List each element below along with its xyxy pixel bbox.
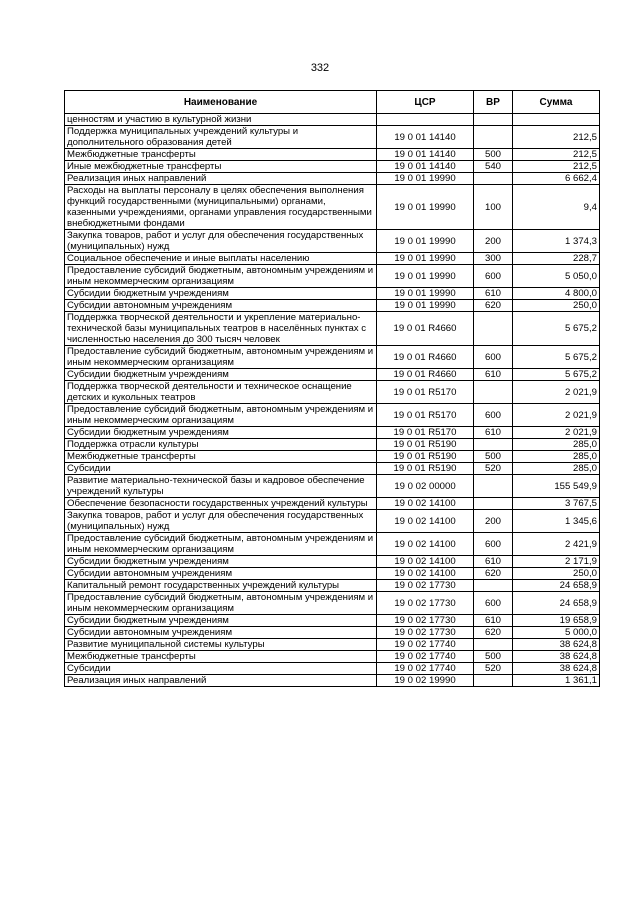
- row-vr: [474, 381, 513, 404]
- table-row: [65, 627, 600, 639]
- row-sum: 1 345,6: [513, 510, 600, 533]
- table-row: [65, 265, 600, 288]
- table-row: [65, 126, 600, 149]
- row-sum: 1 374,3: [513, 230, 600, 253]
- row-name: Межбюджетные трансферты: [65, 451, 377, 463]
- row-name: Субсидии: [65, 463, 377, 475]
- row-csr: 19 0 02 14100: [377, 556, 474, 568]
- row-sum: 19 658,9: [513, 615, 600, 627]
- row-vr: 610: [474, 556, 513, 568]
- row-sum: 5 675,2: [513, 312, 600, 346]
- row-name: Субсидии бюджетным учреждениям: [65, 288, 377, 300]
- row-sum: 5 050,0: [513, 265, 600, 288]
- table-row: [65, 651, 600, 663]
- row-vr: 600: [474, 592, 513, 615]
- row-name: Предоставление субсидий бюджетным, автономным учреждениям и иным некоммерческим организациям: [65, 265, 377, 288]
- row-csr: 19 0 02 17740: [377, 663, 474, 675]
- row-csr: 19 0 01 R4660: [377, 369, 474, 381]
- row-vr: 200: [474, 510, 513, 533]
- row-name: Субсидии бюджетным учреждениям: [65, 427, 377, 439]
- row-name: Предоставление субсидий бюджетным, автономным учреждениям и иным некоммерческим организациям: [65, 404, 377, 427]
- row-name: Субсидии: [65, 663, 377, 675]
- row-sum: 5 000,0: [513, 627, 600, 639]
- table-row: [65, 475, 600, 498]
- header-sum: Сумма: [513, 91, 600, 114]
- row-sum: 2 021,9: [513, 427, 600, 439]
- table-header: [65, 91, 600, 114]
- row-sum: 228,7: [513, 253, 600, 265]
- row-name: Субсидии бюджетным учреждениям: [65, 615, 377, 627]
- table-row: [65, 185, 600, 230]
- row-vr: 520: [474, 463, 513, 475]
- row-sum: [513, 114, 600, 126]
- row-name: Предоставление субсидий бюджетным, автономным учреждениям и иным некоммерческим организациям: [65, 346, 377, 369]
- row-csr: 19 0 01 14140: [377, 126, 474, 149]
- row-csr: 19 0 01 19990: [377, 265, 474, 288]
- row-csr: 19 0 01 R5190: [377, 439, 474, 451]
- row-sum: 2 021,9: [513, 381, 600, 404]
- row-name: Субсидии автономным учреждениям: [65, 568, 377, 580]
- row-sum: 5 675,2: [513, 369, 600, 381]
- row-vr: [474, 639, 513, 651]
- header-vr: ВР: [474, 91, 513, 114]
- row-csr: 19 0 01 19990: [377, 173, 474, 185]
- row-sum: 285,0: [513, 463, 600, 475]
- row-csr: 19 0 02 14100: [377, 533, 474, 556]
- row-csr: [377, 114, 474, 126]
- row-name: Субсидии автономным учреждениям: [65, 627, 377, 639]
- row-name: Субсидии бюджетным учреждениям: [65, 369, 377, 381]
- header-name: Наименование: [65, 91, 377, 114]
- row-vr: 500: [474, 451, 513, 463]
- row-vr: 610: [474, 427, 513, 439]
- row-vr: [474, 675, 513, 687]
- row-name: Предоставление субсидий бюджетным, автономным учреждениям и иным некоммерческим организациям: [65, 533, 377, 556]
- row-vr: 540: [474, 161, 513, 173]
- row-csr: 19 0 01 R5190: [377, 463, 474, 475]
- row-csr: 19 0 01 19990: [377, 288, 474, 300]
- row-sum: 5 675,2: [513, 346, 600, 369]
- row-vr: 520: [474, 663, 513, 675]
- table-row: [65, 675, 600, 687]
- row-vr: 610: [474, 369, 513, 381]
- row-name: Межбюджетные трансферты: [65, 651, 377, 663]
- table-row: [65, 580, 600, 592]
- row-vr: [474, 312, 513, 346]
- row-vr: [474, 126, 513, 149]
- row-name: Иные межбюджетные трансферты: [65, 161, 377, 173]
- row-vr: 600: [474, 533, 513, 556]
- row-csr: 19 0 02 17730: [377, 615, 474, 627]
- row-csr: 19 0 01 19990: [377, 253, 474, 265]
- row-sum: 212,5: [513, 149, 600, 161]
- row-csr: 19 0 02 19990: [377, 675, 474, 687]
- table-row: [65, 404, 600, 427]
- table-row: [65, 615, 600, 627]
- row-sum: 285,0: [513, 439, 600, 451]
- row-name: Субсидии бюджетным учреждениям: [65, 556, 377, 568]
- row-vr: [474, 498, 513, 510]
- row-sum: 4 800,0: [513, 288, 600, 300]
- table-row: [65, 149, 600, 161]
- table-row: [65, 173, 600, 185]
- row-name: Межбюджетные трансферты: [65, 149, 377, 161]
- budget-table: [64, 90, 600, 687]
- table-row: [65, 300, 600, 312]
- row-sum: 38 624,8: [513, 651, 600, 663]
- row-name: Поддержка творческой деятельности и техническое оснащение детских и кукольных театров: [65, 381, 377, 404]
- row-csr: 19 0 02 17730: [377, 592, 474, 615]
- row-name: Обеспечение безопасности государственных учреждений культуры: [65, 498, 377, 510]
- row-sum: 212,5: [513, 126, 600, 149]
- row-csr: 19 0 02 14100: [377, 498, 474, 510]
- row-csr: 19 0 01 R4660: [377, 346, 474, 369]
- row-sum: 9,4: [513, 185, 600, 230]
- row-csr: 19 0 01 14140: [377, 149, 474, 161]
- row-name: Субсидии автономным учреждениям: [65, 300, 377, 312]
- table-body: [65, 114, 600, 687]
- row-name: Капитальный ремонт государственных учреждений культуры: [65, 580, 377, 592]
- row-csr: 19 0 01 R5170: [377, 381, 474, 404]
- table-row: [65, 230, 600, 253]
- table-row: [65, 533, 600, 556]
- header-csr: ЦСР: [377, 91, 474, 114]
- row-vr: [474, 114, 513, 126]
- row-csr: 19 0 01 R4660: [377, 312, 474, 346]
- row-sum: 2 421,9: [513, 533, 600, 556]
- row-sum: 2 021,9: [513, 404, 600, 427]
- table-row: [65, 510, 600, 533]
- table-row: [65, 556, 600, 568]
- table-row: [65, 312, 600, 346]
- row-sum: 2 171,9: [513, 556, 600, 568]
- row-name: Закупка товаров, работ и услуг для обеспечения государственных (муниципальных) нужд: [65, 510, 377, 533]
- table-row: [65, 288, 600, 300]
- row-csr: 19 0 01 R5170: [377, 427, 474, 439]
- row-sum: 1 361,1: [513, 675, 600, 687]
- table-row: [65, 161, 600, 173]
- row-csr: 19 0 01 19990: [377, 230, 474, 253]
- row-sum: 24 658,9: [513, 592, 600, 615]
- table-row: [65, 114, 600, 126]
- row-sum: 38 624,8: [513, 663, 600, 675]
- row-name: ценностям и участию в культурной жизни: [65, 114, 377, 126]
- row-sum: 250,0: [513, 300, 600, 312]
- row-csr: 19 0 02 00000: [377, 475, 474, 498]
- row-vr: 600: [474, 346, 513, 369]
- row-sum: 3 767,5: [513, 498, 600, 510]
- row-vr: 610: [474, 615, 513, 627]
- row-vr: [474, 173, 513, 185]
- row-csr: 19 0 02 17730: [377, 627, 474, 639]
- row-vr: 500: [474, 149, 513, 161]
- row-vr: 620: [474, 627, 513, 639]
- row-vr: [474, 580, 513, 592]
- row-csr: 19 0 01 19990: [377, 300, 474, 312]
- row-csr: 19 0 01 19990: [377, 185, 474, 230]
- row-name: Развитие материально-технической базы и кадровое обеспечение учреждений культуры: [65, 475, 377, 498]
- table-row: [65, 498, 600, 510]
- table-row: [65, 381, 600, 404]
- row-vr: 620: [474, 568, 513, 580]
- row-sum: 38 624,8: [513, 639, 600, 651]
- row-name: Поддержка отрасли культуры: [65, 439, 377, 451]
- row-csr: 19 0 02 14100: [377, 510, 474, 533]
- row-name: Поддержка муниципальных учреждений культуры и дополнительного образования детей: [65, 126, 377, 149]
- table-row: [65, 663, 600, 675]
- row-vr: 620: [474, 300, 513, 312]
- row-csr: 19 0 01 R5170: [377, 404, 474, 427]
- table-row: [65, 639, 600, 651]
- row-sum: 212,5: [513, 161, 600, 173]
- table-row: [65, 253, 600, 265]
- row-vr: 300: [474, 253, 513, 265]
- table-row: [65, 439, 600, 451]
- row-vr: [474, 439, 513, 451]
- row-vr: 600: [474, 265, 513, 288]
- table-row: [65, 463, 600, 475]
- row-vr: 600: [474, 404, 513, 427]
- row-name: Расходы на выплаты персоналу в целях обеспечения выполнения функций государственными (муниципальными) органами, казенными учреждениями, органами управления государственными внебюджетными фондами: [65, 185, 377, 230]
- row-csr: 19 0 02 17740: [377, 639, 474, 651]
- row-sum: 6 662,4: [513, 173, 600, 185]
- table-row: [65, 451, 600, 463]
- row-name: Предоставление субсидий бюджетным, автономным учреждениям и иным некоммерческим организациям: [65, 592, 377, 615]
- row-vr: 500: [474, 651, 513, 663]
- row-sum: 250,0: [513, 568, 600, 580]
- row-name: Реализация иных направлений: [65, 173, 377, 185]
- row-name: Развитие муниципальной системы культуры: [65, 639, 377, 651]
- table-row: [65, 346, 600, 369]
- page-number: 332: [310, 62, 330, 74]
- table-row: [65, 427, 600, 439]
- row-csr: 19 0 01 R5190: [377, 451, 474, 463]
- row-csr: 19 0 01 14140: [377, 161, 474, 173]
- row-sum: 24 658,9: [513, 580, 600, 592]
- row-name: Поддержка творческой деятельности и укрепление материально-технической базы муниципальных театров в населённых пунктах с численностью населения до 300 тысяч человек: [65, 312, 377, 346]
- row-sum: 285,0: [513, 451, 600, 463]
- table-row: [65, 568, 600, 580]
- row-csr: 19 0 02 17730: [377, 580, 474, 592]
- row-sum: 155 549,9: [513, 475, 600, 498]
- row-name: Закупка товаров, работ и услуг для обеспечения государственных (муниципальных) нужд: [65, 230, 377, 253]
- row-vr: 610: [474, 288, 513, 300]
- row-name: Социальное обеспечение и иные выплаты населению: [65, 253, 377, 265]
- row-csr: 19 0 02 14100: [377, 568, 474, 580]
- row-vr: 100: [474, 185, 513, 230]
- row-vr: [474, 475, 513, 498]
- table-row: [65, 592, 600, 615]
- row-csr: 19 0 02 17740: [377, 651, 474, 663]
- header-row: [65, 91, 600, 114]
- row-name: Реализация иных направлений: [65, 675, 377, 687]
- table-row: [65, 369, 600, 381]
- row-vr: 200: [474, 230, 513, 253]
